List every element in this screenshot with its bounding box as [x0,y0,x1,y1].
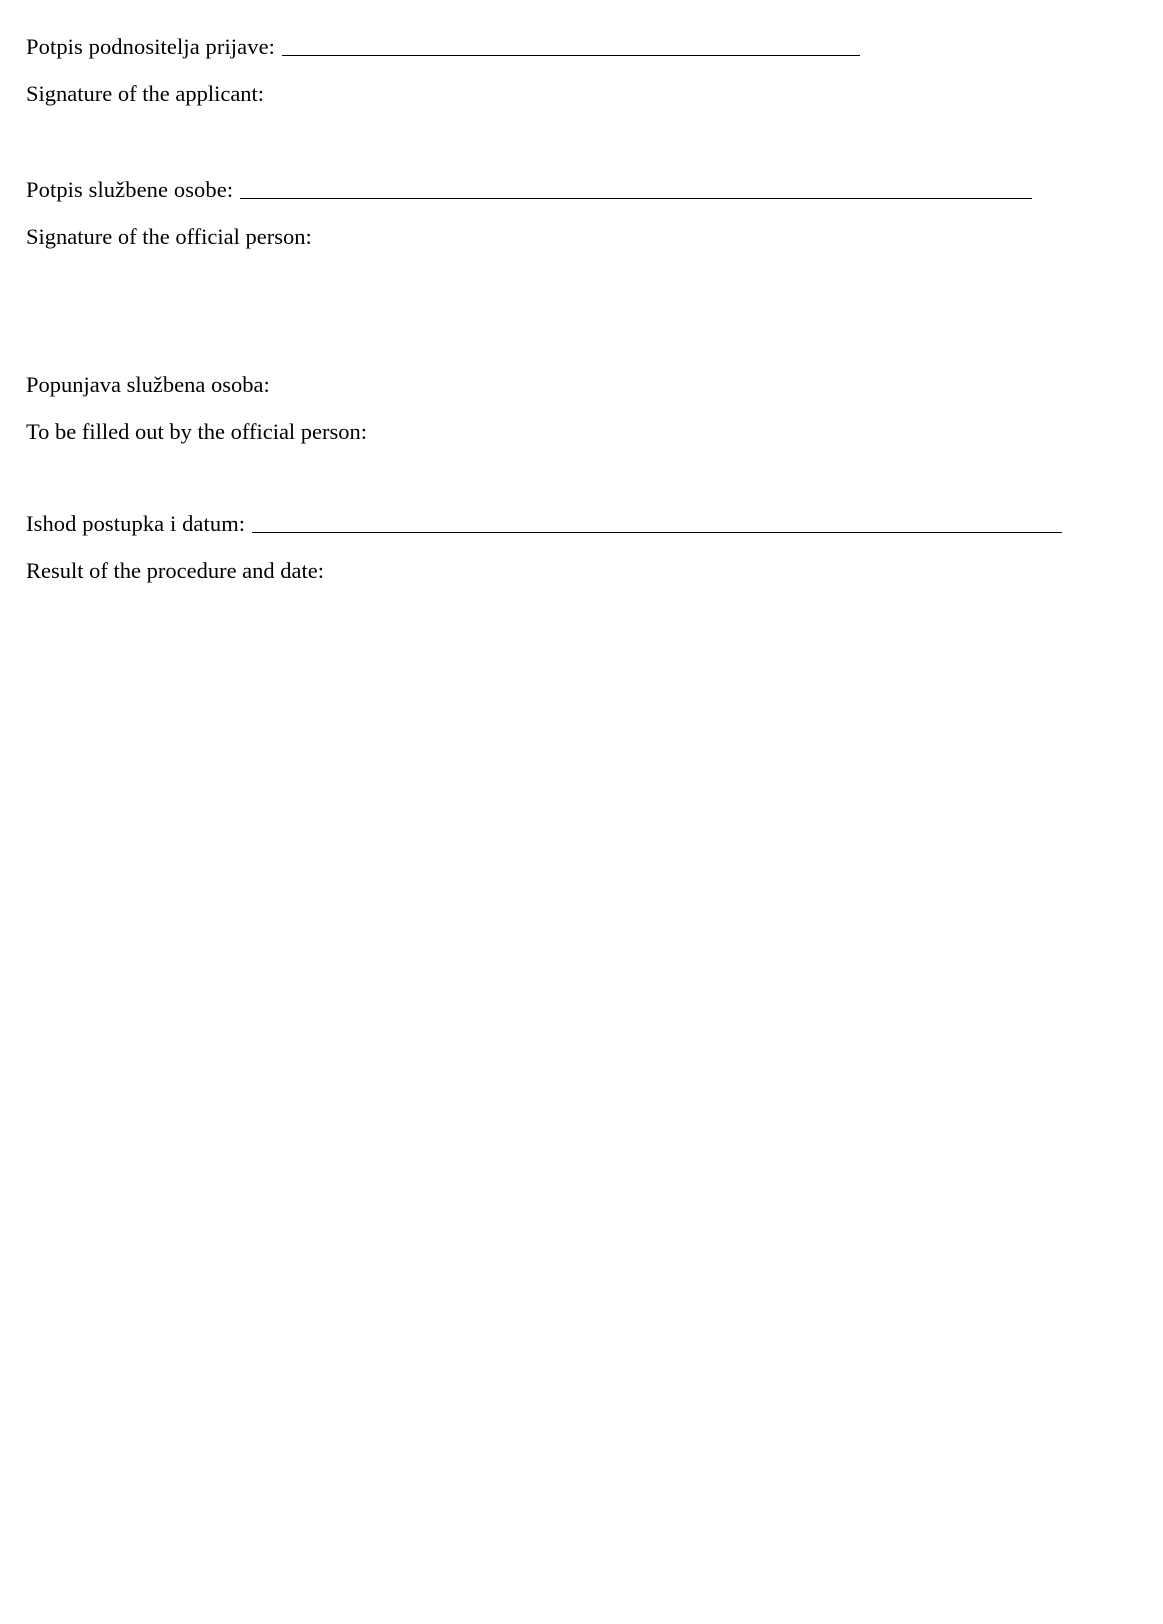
field-label-en: Signature of the official person: [26,224,312,249]
field-label-hr: Potpis službene osobe: [26,177,234,202]
field-label-en: Signature of the applicant: [26,81,265,106]
document-body [26,32,1126,586]
field-procedure-result [26,509,1126,586]
field-signature-applicant [26,32,1126,109]
spacer [26,109,1126,175]
spacer [26,447,1126,509]
signature-line-official[interactable] [240,177,1032,199]
field-label-hr: Ishod postupka i datum: [26,511,246,536]
field-signature-official [26,175,1126,252]
field-label-row [26,509,1126,539]
field-label-hr: Potpis podnositelja prijave: [26,34,276,59]
field-label-en: To be filled out by the official person: [26,419,368,444]
field-label-en: Result of the procedure and date: [26,558,325,583]
field-label-row [26,175,1126,205]
spacer [26,252,1126,370]
field-official-use-heading [26,370,1126,447]
result-line[interactable] [252,511,1062,533]
field-label-hr: Popunjava službena osoba: [26,372,270,397]
field-label-row [26,32,1126,62]
signature-line-applicant[interactable] [282,34,860,56]
